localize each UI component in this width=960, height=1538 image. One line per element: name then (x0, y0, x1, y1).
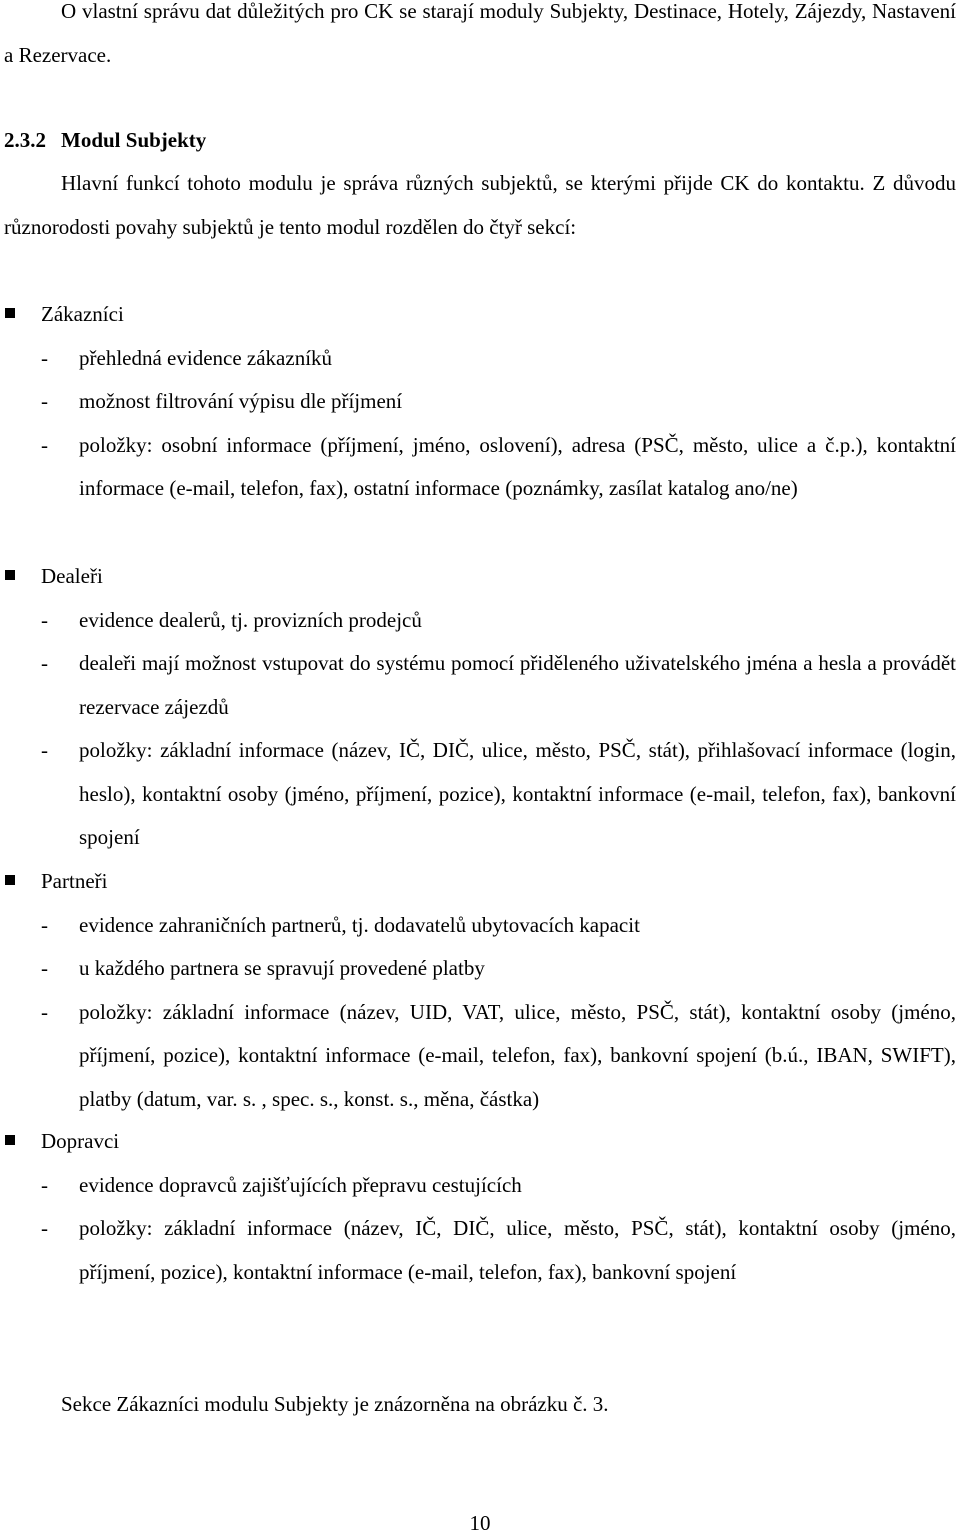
list-item: - evidence zahraničních partnerů, tj. dodavatelů ubytovacích kapacit (0, 904, 960, 948)
item-text: přehledná evidence zákazníků (79, 345, 333, 370)
intro-paragraph (4, 0, 956, 77)
square-bullet-icon (5, 308, 15, 318)
bullet-title: Dealeři (41, 564, 103, 588)
closing-paragraph: Sekce Zákazníci modulu Subjekty je znázorněna na obrázku č. 3. (61, 1392, 609, 1416)
item-text: evidence zahraničních partnerů, tj. dodavatelů ubytovacích kapacit (79, 912, 640, 937)
section-partneri (0, 860, 960, 1121)
section-heading (4, 119, 206, 163)
item-text: položky: základní informace (název, IČ, DIČ, ulice, město, PSČ, stát), přihlašovací informace (login, heslo), kontaktní osoby (jméno, příjmení, pozice), kontaktní informace (e-mail, telefon, fax), bankovní spojení (79, 738, 956, 849)
item-text: položky: osobní informace (příjmení, jméno, oslovení), adresa (PSČ, město, ulice a č.p.), kontaktní informace (e-mail, telefon, fax), ostatní informace (poznámky, zasílat katalog ano/ne) (79, 432, 956, 500)
section-dealeri (0, 555, 960, 860)
page-number: 10 (469, 1511, 491, 1535)
bullet-title: Dopravci (41, 1129, 120, 1153)
square-bullet-icon (5, 875, 15, 885)
bullet-title: Zákazníci (41, 302, 124, 326)
item-text: evidence dealerů, tj. provizních prodejců (79, 607, 422, 632)
list-item: - položky: základní informace (název, IČ, DIČ, ulice, město, PSČ, stát), přihlašovací informace (login, heslo), kontaktní osoby (jméno, příjmení, pozice), kontaktní informace (e-mail, telefon, fax), bankovní spojení (0, 729, 960, 860)
lead-paragraph (4, 162, 956, 249)
intro-text: O vlastní správu dat důležitých pro CK se starají moduly Subjekty, Destinace, Hotely, Zájezdy, Nastavení a Rezervace. (4, 0, 956, 67)
list-item: - možnost filtrování výpisu dle příjmení (0, 380, 960, 424)
item-text: u každého partnera se spravují provedené platby (79, 956, 485, 980)
bullet-heading (0, 1120, 960, 1164)
item-text: dealeři mají možnost vstupovat do systému pomocí přiděleného uživatelského jména a hesla a provádět rezervace zájezdů (79, 651, 956, 719)
item-text: položky: základní informace (název, UID, VAT, ulice, město, PSČ, stát), kontaktní osoby (jméno, příjmení, pozice), kontaktní informace (e-mail, telefon, fax), bankovní spojení (b.ú., IBAN, SWIFT), platby (datum, var. s. , spec. s., konst. s., měna, částka) (79, 999, 956, 1111)
bullet-heading (0, 293, 960, 337)
list-item: - evidence dopravců zajišťujících přepravu cestujících (0, 1164, 960, 1208)
list-item: - u každého partnera se spravují provedené platby (0, 947, 960, 991)
square-bullet-icon (5, 1135, 15, 1145)
list-item: - položky: základní informace (název, UID, VAT, ulice, město, PSČ, stát), kontaktní osoby (jméno, příjmení, pozice), kontaktní informace (e-mail, telefon, fax), bankovní spojení (b.ú., IBAN, SWIFT), platby (datum, var. s. , spec. s., konst. s., měna, částka) (0, 991, 960, 1122)
bullet-heading (0, 555, 960, 599)
bullet-title: Partneři (41, 869, 108, 893)
item-text: položky: základní informace (název, IČ, DIČ, ulice, město, PSČ, stát), kontaktní osoby (jméno, příjmení, pozice), kontaktní informace (e-mail, telefon, fax), bankovní spojení (79, 1216, 956, 1284)
square-bullet-icon (5, 570, 15, 580)
list-item: - přehledná evidence zákazníků (0, 337, 960, 381)
lead-text: Hlavní funkcí tohoto modulu je správa různých subjektů, se kterými přijde CK do kontaktu. Z důvodu různorodosti povahy subjektů je tento modul rozdělen do čtyř sekcí: (4, 171, 956, 239)
list-item: - položky: osobní informace (příjmení, jméno, oslovení), adresa (PSČ, město, ulice a č.p.), kontaktní informace (e-mail, telefon, fax), ostatní informace (poznámky, zasílat katalog ano/ne) (0, 424, 960, 511)
heading-title: Modul Subjekty (61, 128, 207, 152)
item-text: evidence dopravců zajišťujících přepravu cestujících (79, 1172, 522, 1197)
list-item: - položky: základní informace (název, IČ, DIČ, ulice, město, PSČ, stát), kontaktní osoby (jméno, příjmení, pozice), kontaktní informace (e-mail, telefon, fax), bankovní spojení (0, 1207, 960, 1294)
item-text: možnost filtrování výpisu dle příjmení (79, 389, 403, 413)
list-item: - dealeři mají možnost vstupovat do systému pomocí přiděleného uživatelského jména a hesla a provádět rezervace zájezdů (0, 642, 960, 729)
section-zakaznici (0, 293, 960, 511)
list-item: - evidence dealerů, tj. provizních prodejců (0, 599, 960, 643)
section-dopravci (0, 1120, 960, 1294)
heading-number: 2.3.2 (4, 128, 46, 152)
bullet-heading (0, 860, 960, 904)
